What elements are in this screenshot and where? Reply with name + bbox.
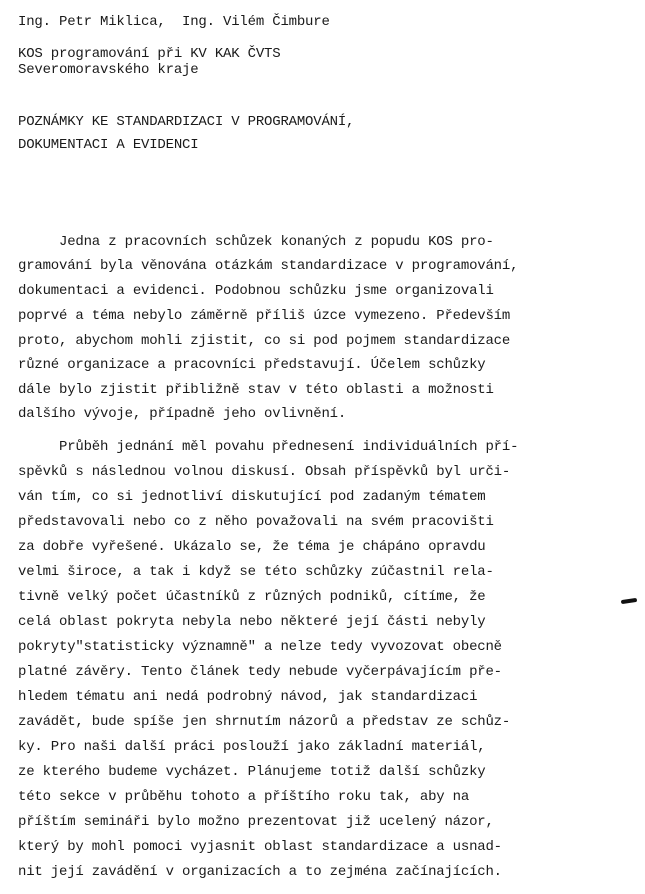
affiliation-line-1: KOS programování při KV KAK ČVTS [18,46,281,62]
paragraph2-line: představovali nebo co z něho považovali na svém pracovišti [18,514,494,530]
paragraph2-line: celá oblast pokryta nebyla nebo některé její části nebyly [18,614,486,630]
margin-mark [621,598,637,604]
paragraph1-line: Jedna z pracovních schůzek konaných z popudu KOS pro- [18,234,494,250]
paragraph2-line: který by mohl pomoci vyjasnit oblast standardizace a usnad- [18,839,502,855]
paragraph2-line: zavádět, bude spíše jen shrnutím názorů a představ ze schůz- [18,714,511,730]
paragraph2-line: spěvků s následnou volnou diskusí. Obsah příspěvků byl urči- [18,464,511,480]
paragraph2-line: ván tím, co si jednotliví diskutující pod zadaným tématem [18,489,486,505]
paragraph2-line: příštím semináři bylo možno prezentovat již ucelený názor, [18,814,494,830]
paragraph2-line: za dobře vyřešené. Ukázalo se, že téma je chápáno opravdu [18,539,486,555]
paragraph2-line: ze kterého budeme vycházet. Plánujeme totiž další schůzky [18,764,486,780]
title-line-2: DOKUMENTACI A EVIDENCI [18,137,199,153]
paragraph1-line: poprvé a téma nebylo záměrně příliš úzce vymezeno. Především [18,308,511,324]
paragraph2-line: Průběh jednání měl povahu přednesení individuálních pří- [18,439,519,455]
paragraph2-line: tivně velký počet účastníků z různých podniků, cítíme, že [18,589,486,605]
paragraph1-line: gramování byla věnována otázkám standardizace v programování, [18,258,519,274]
paragraph2-line: platné závěry. Tento článek tedy nebude vyčerpávajícím pře- [18,664,502,680]
paragraph2-line: pokryty"statisticky významně" a nelze tedy vyvozovat obecně [18,639,502,655]
paragraph2-line: hledem tématu ani nedá podrobný návod, jak standardizaci [18,689,478,705]
paragraph1-line: proto, abychom mohli zjistit, co si pod pojmem standardizace [18,333,511,349]
paragraph2-line: velmi široce, a tak i když se této schůzky zúčastnil rela- [18,564,494,580]
paragraph2-line: této sekce v průběhu tohoto a příštího roku tak, aby na [18,789,470,805]
paragraph1-line: dokumentaci a evidenci. Podobnou schůzku jsme organizovali [18,283,494,299]
authors-line: Ing. Petr Miklica, Ing. Vilém Čimbure [18,14,330,30]
title-line-1: POZNÁMKY KE STANDARDIZACI V PROGRAMOVÁNÍ, [18,114,355,130]
paragraph1-line: dalšího vývoje, případně jeho ovlivnění. [18,406,347,422]
affiliation-line-2: Severomoravského kraje [18,62,199,78]
paragraph1-line: dále bylo zjistit přibližně stav v této oblasti a možnosti [18,382,494,398]
paragraph2-line: nit její zavádění v organizacích a to zejména začínajících. [18,864,502,880]
paragraph1-line: různé organizace a pracovníci představují. Účelem schůzky [18,357,486,373]
paragraph2-line: ky. Pro naši další práci poslouží jako základní materiál, [18,739,486,755]
